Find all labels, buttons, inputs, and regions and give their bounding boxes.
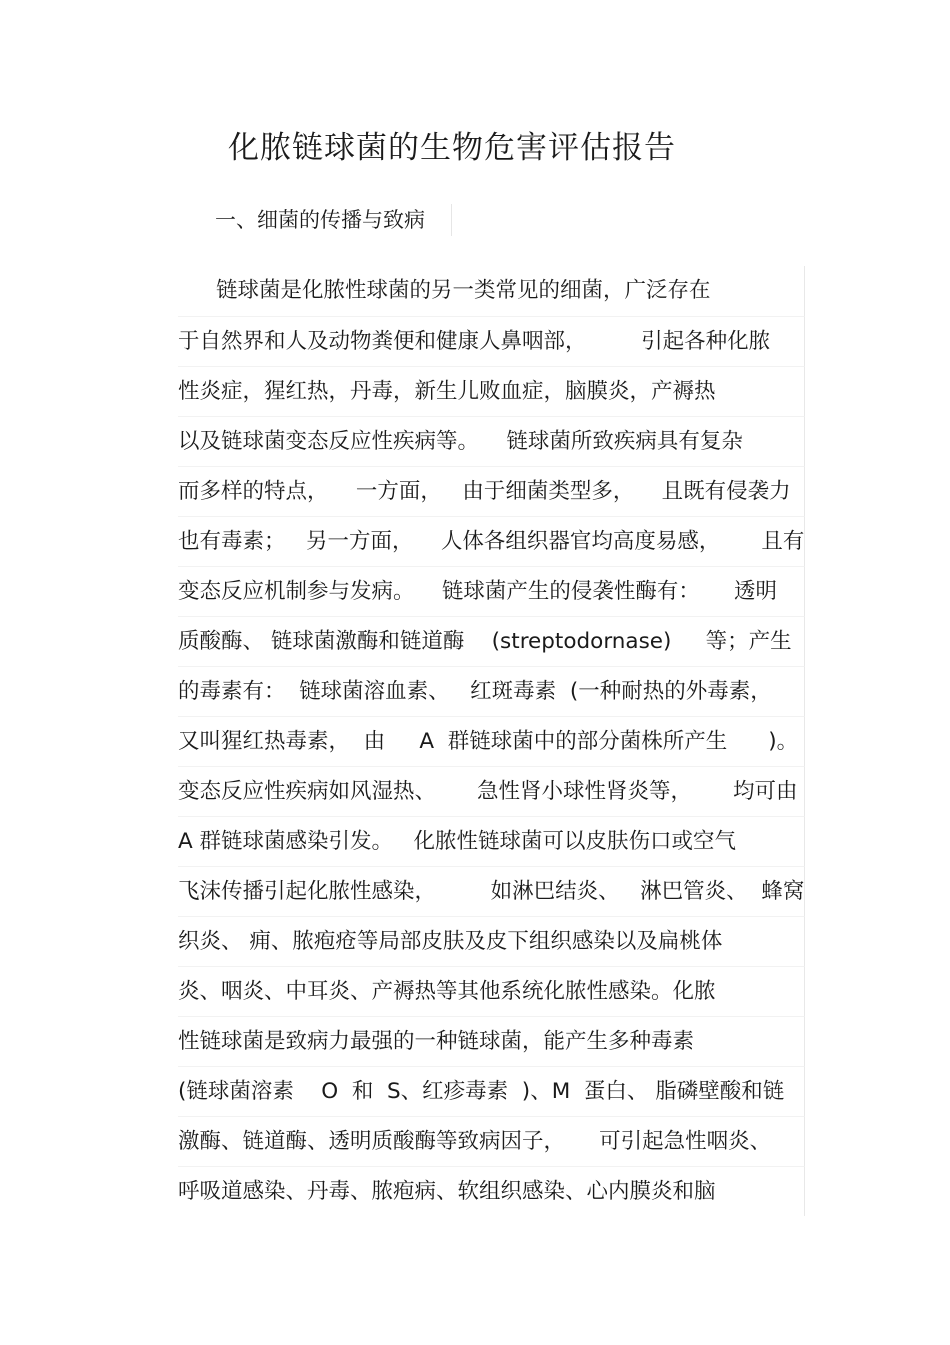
paragraph-line: 变态反应性疾病如风湿热、 急性肾小球性肾炎等， 均可由 <box>178 766 805 816</box>
paragraph-line: 也有毒素； 另一方面， 人体各组织器官均高度易感， 且有 <box>178 516 805 566</box>
paragraph-line: 炎、咽炎、中耳炎、产褥热等其他系统化脓性感染。化脓 <box>178 966 805 1016</box>
paragraph-line: 于自然界和人及动物粪便和健康人鼻咽部， 引起各种化脓 <box>178 316 805 366</box>
paragraph-line: 激酶、链道酶、透明质酸酶等致病因子， 可引起急性咽炎、 <box>178 1116 805 1166</box>
body-paragraph <box>178 266 805 1216</box>
paragraph-line: 性炎症，猩红热，丹毒，新生儿败血症，脑膜炎，产褥热 <box>178 366 805 416</box>
paragraph-line: 的毒素有： 链球菌溶血素、 红斑毒素 (一种耐热的外毒素， <box>178 666 805 716</box>
paragraph-line: 飞沫传播引起化脓性感染， 如淋巴结炎、 淋巴管炎、 蜂窝 <box>178 866 805 916</box>
paragraph-line: 性链球菌是致病力最强的一种链球菌，能产生多种毒素 <box>178 1016 805 1066</box>
paragraph-line: 以及链球菌变态反应性疾病等。 链球菌所致疾病具有复杂 <box>178 416 805 466</box>
paragraph-line: 链球菌是化脓性球菌的另一类常见的细菌，广泛存在 <box>178 266 805 316</box>
document-title: 化脓链球菌的生物危害评估报告 <box>228 130 676 166</box>
paragraph-line: 变态反应机制参与发病。 链球菌产生的侵袭性酶有： 透明 <box>178 566 805 616</box>
paragraph-line: A 群链球菌感染引发。 化脓性链球菌可以皮肤伤口或空气 <box>178 816 805 866</box>
paragraph-line: (链球菌溶素 O 和 S、红疹毒素 )、M 蛋白、 脂磷壁酸和链 <box>178 1066 805 1116</box>
paragraph-line: 呼吸道感染、丹毒、脓疱病、软组织感染、心内膜炎和脑 <box>178 1166 805 1216</box>
section-heading: 一、细菌的传播与致病 <box>215 204 452 236</box>
paragraph-line: 织炎、 痈、脓疱疮等局部皮肤及皮下组织感染以及扁桃体 <box>178 916 805 966</box>
paragraph-line: 又叫猩红热毒素， 由 A 群链球菌中的部分菌株所产生 )。 <box>178 716 805 766</box>
paragraph-line: 质酸酶、 链球菌激酶和链道酶 (streptodornase) 等；产生 <box>178 616 805 666</box>
paragraph-line: 而多样的特点， 一方面， 由于细菌类型多， 且既有侵袭力 <box>178 466 805 516</box>
